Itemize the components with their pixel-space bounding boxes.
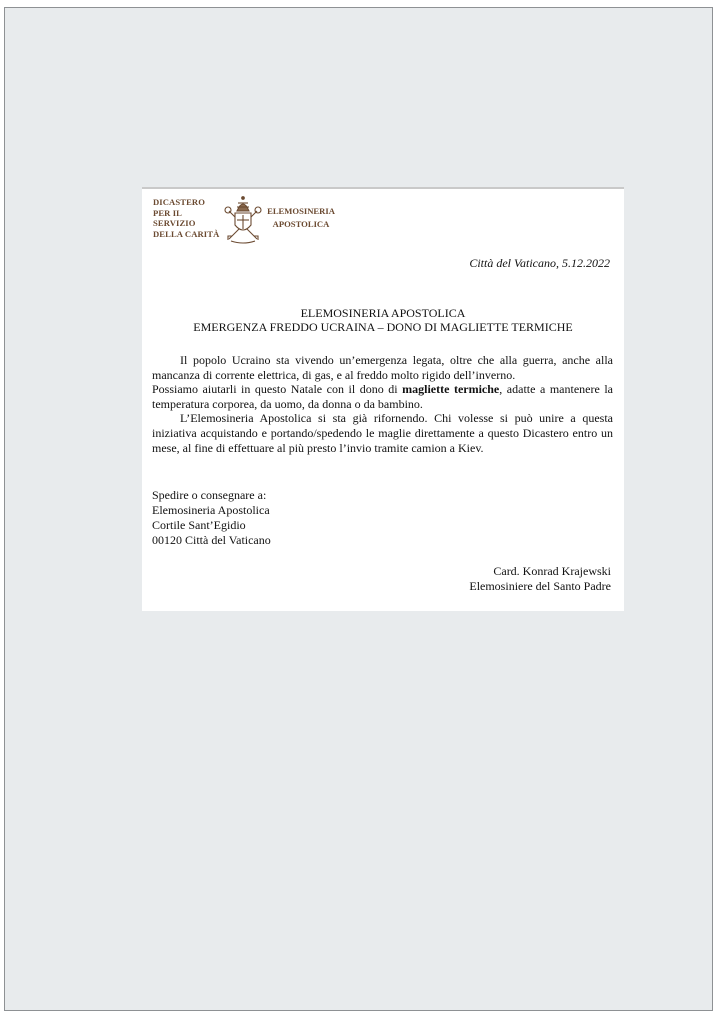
top-divider [142,187,624,189]
paragraph-2-end: , adatte a mantenere la temperatura corporea, da uomo, da donna o da bambino. [152,382,614,411]
letter-heading [142,306,624,334]
dateline: Città del Vaticano, 5.12.2022 [469,256,610,270]
signature-block [469,564,611,594]
heading-line-2: EMERGENZA FREDDO UCRAINA – DONO DI MAGLIETTE TERMICHE [193,320,573,334]
shipping-address [152,488,271,548]
paragraph-3: L’Elemosineria Apostolica si sta già rifornendo. Chi volesse si può unire a questa iniziativa acquistando e portando/spedendo le maglie direttamente a questo Dicastero entro un mese, al fine di effettuare al più presto l’invio tramite camion a Kiev. [152,411,613,455]
signatory-title: Elemosiniere del Santo Padre [469,579,611,593]
letter-sheet [142,187,624,611]
dicastery-line: SERVIZIO [153,218,196,229]
almonry-line: ELEMOSINERIA [267,206,335,216]
papal-coat-of-arms-icon [223,195,263,245]
almonry-line: APOSTOLICA [272,219,330,229]
page-background [4,7,713,1011]
letter-body [152,353,613,455]
address-line: Cortile Sant’Egidio [152,518,246,532]
address-intro: Spedire o consegnare a: [152,488,267,502]
dicastery-name [153,197,219,239]
paragraph-2 [152,382,613,411]
signatory-name: Card. Konrad Krajewski [493,564,611,578]
paragraph-2-start: Possiamo aiutarli in questo Natale con il dono di [152,382,403,397]
address-line: 00120 Città del Vaticano [152,533,271,547]
dicastery-line: PER IL [153,207,183,218]
dicastery-line: DICASTERO [153,197,205,207]
address-line: Elemosineria Apostolica [152,503,270,517]
paragraph-1: Il popolo Ucraino sta vivendo un’emergenza legata, oltre che alla guerra, anche alla mancanza di corrente elettrica, di gas, e al freddo molto rigido dell’inverno. [152,353,613,382]
dicastery-line: DELLA CARITÀ [153,228,220,239]
almonry-name [263,205,339,231]
highlight-thermal-shirts: magliette termiche [402,382,500,397]
heading-line-1: ELEMOSINERIA APOSTOLICA [300,306,466,320]
